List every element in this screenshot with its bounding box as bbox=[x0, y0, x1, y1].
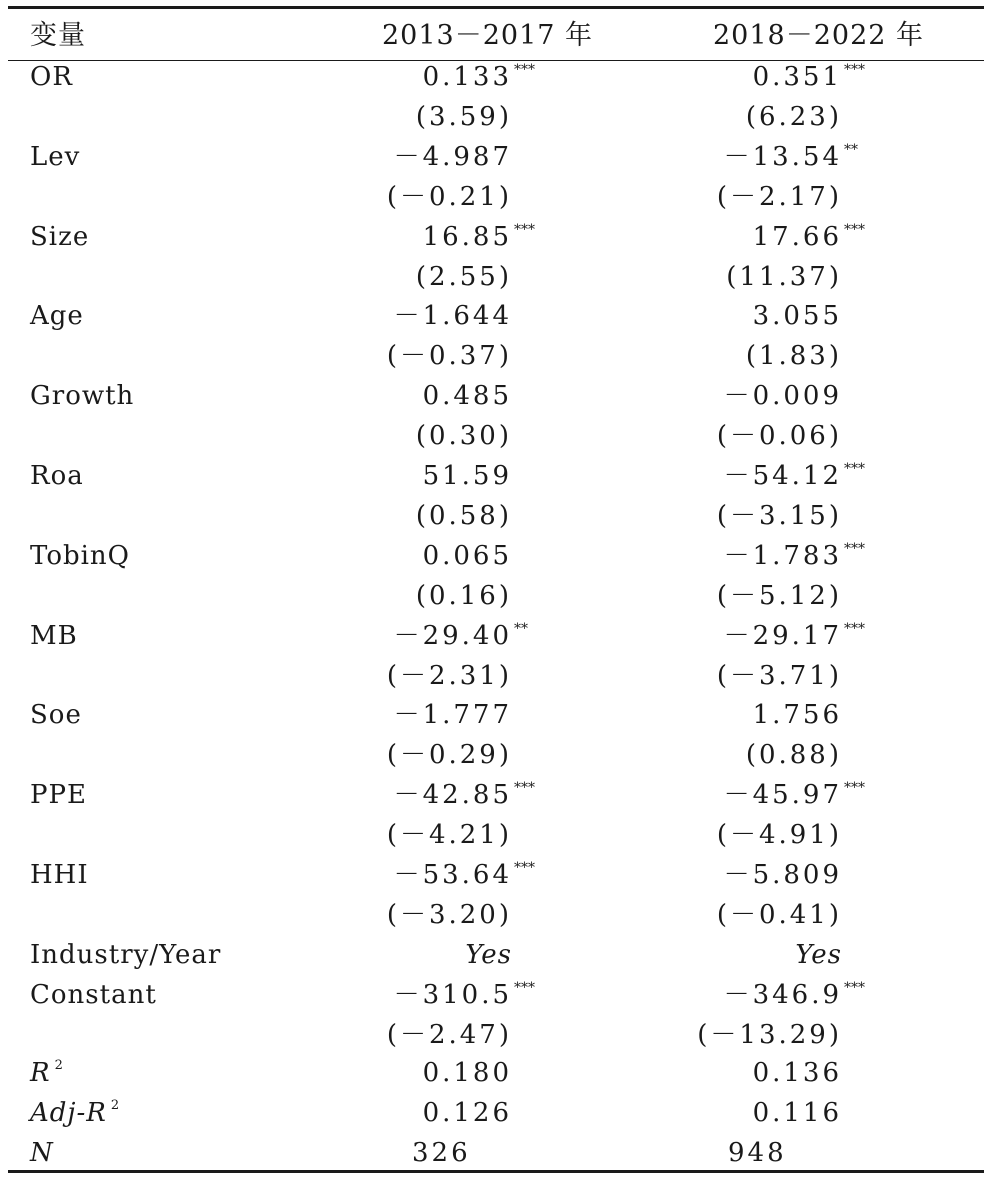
value-2013-2017: (2.55) bbox=[415, 261, 512, 292]
value-2018-2022: (0.88) bbox=[745, 740, 842, 771]
row-label: Lev bbox=[30, 141, 81, 172]
header-period-2018-2022: 2018－2022 年 bbox=[713, 20, 925, 51]
value-2013-2017: (0.16) bbox=[415, 580, 512, 611]
value-2013-2017: (3.59) bbox=[415, 101, 512, 132]
value-2013-2017: 16.85 bbox=[422, 221, 512, 252]
n-label: N bbox=[30, 1138, 54, 1168]
table-row-coef bbox=[0, 855, 992, 895]
table-row-coef bbox=[0, 296, 992, 336]
value-2018-2022: (－0.06) bbox=[716, 421, 842, 452]
value-2013-2017: －1.644 bbox=[393, 301, 512, 332]
table-row-adj-r2 bbox=[0, 1093, 992, 1133]
table-row-r2 bbox=[0, 1053, 992, 1093]
table-row-tstat bbox=[0, 336, 992, 376]
table-row-tstat bbox=[0, 576, 992, 616]
stars-2018-2022: *** bbox=[844, 540, 865, 557]
r2-label: R bbox=[30, 1058, 51, 1088]
value-2013-2017: －310.5 bbox=[393, 979, 512, 1010]
stars-2018-2022: *** bbox=[844, 221, 865, 238]
table-row-coef bbox=[0, 376, 992, 416]
row-label: Industry/Year bbox=[30, 939, 222, 970]
row-label bbox=[30, 1053, 64, 1098]
value-2018-2022: 948 bbox=[728, 1138, 787, 1168]
table-row-coef bbox=[0, 975, 992, 1015]
table-row-tstat bbox=[0, 257, 992, 297]
stars-2013-2017: *** bbox=[514, 221, 535, 238]
value-2013-2017: 51.59 bbox=[422, 461, 512, 491]
table-row-tstat bbox=[0, 496, 992, 536]
superscript: 2 bbox=[54, 1058, 64, 1073]
stars-2013-2017: *** bbox=[514, 860, 535, 876]
table-row-coef bbox=[0, 616, 992, 656]
table-row-coef bbox=[0, 57, 992, 97]
table-row-coef bbox=[0, 456, 992, 496]
table-row-tstat bbox=[0, 895, 992, 935]
table-row-tstat bbox=[0, 1015, 992, 1055]
table-row-coef bbox=[0, 935, 992, 975]
value-2018-2022: －1.783 bbox=[723, 540, 842, 571]
table-row-tstat bbox=[0, 656, 992, 696]
value-2018-2022: Yes bbox=[795, 939, 842, 970]
value-2018-2022: (－2.17) bbox=[716, 181, 842, 212]
value-2013-2017: 326 bbox=[412, 1138, 471, 1168]
value-2013-2017: (－2.31) bbox=[386, 660, 512, 691]
value-2018-2022: 3.055 bbox=[752, 301, 842, 332]
value-2018-2022: (－3.71) bbox=[716, 660, 842, 691]
value-2013-2017: 0.065 bbox=[422, 540, 512, 571]
row-label: HHI bbox=[30, 860, 89, 890]
value-2013-2017: (－0.37) bbox=[386, 341, 512, 372]
value-2018-2022: (11.37) bbox=[726, 261, 842, 292]
value-2013-2017: 0.485 bbox=[422, 381, 512, 412]
table-row-coef bbox=[0, 217, 992, 257]
stars-2018-2022: *** bbox=[844, 780, 865, 797]
value-2018-2022: －45.97 bbox=[723, 780, 842, 811]
stars-2013-2017: *** bbox=[514, 62, 535, 78]
value-2013-2017: 0.126 bbox=[422, 1098, 512, 1128]
value-2018-2022: 1.756 bbox=[752, 700, 842, 731]
table-row-tstat bbox=[0, 815, 992, 855]
value-2018-2022: (1.83) bbox=[745, 341, 842, 372]
value-2018-2022: －54.12 bbox=[723, 461, 842, 491]
value-2018-2022: －29.17 bbox=[723, 620, 842, 651]
value-2013-2017: 0.180 bbox=[422, 1058, 512, 1088]
value-2018-2022: 17.66 bbox=[752, 221, 842, 252]
table-row-coef bbox=[0, 536, 992, 576]
value-2018-2022: (－13.29) bbox=[697, 1019, 842, 1050]
table-row-coef bbox=[0, 137, 992, 177]
stars-2013-2017: *** bbox=[514, 979, 535, 996]
value-2013-2017: (0.58) bbox=[415, 500, 512, 531]
table-row-tstat bbox=[0, 416, 992, 456]
value-2013-2017: (－3.20) bbox=[386, 899, 512, 930]
value-2013-2017: (－0.21) bbox=[386, 181, 512, 212]
row-label: Size bbox=[30, 221, 90, 252]
adj-r2-label: Adj-R bbox=[30, 1098, 107, 1128]
row-label bbox=[30, 1093, 120, 1138]
value-2018-2022: (6.23) bbox=[745, 101, 842, 132]
value-2018-2022: 0.116 bbox=[752, 1098, 842, 1128]
table-row-tstat bbox=[0, 97, 992, 137]
value-2013-2017: －53.64 bbox=[393, 860, 512, 890]
stars-2013-2017: *** bbox=[514, 780, 535, 797]
value-2013-2017: (－2.47) bbox=[386, 1019, 512, 1050]
value-2013-2017: －42.85 bbox=[393, 780, 512, 811]
value-2018-2022: (－3.15) bbox=[716, 500, 842, 531]
value-2018-2022: －0.009 bbox=[723, 381, 842, 412]
value-2013-2017: (0.30) bbox=[415, 421, 512, 452]
row-label: Growth bbox=[30, 381, 135, 412]
bottom-rule bbox=[8, 1170, 984, 1173]
row-label bbox=[30, 1133, 54, 1173]
row-label: MB bbox=[30, 620, 78, 651]
value-2013-2017: 0.133 bbox=[422, 62, 512, 92]
stars-2018-2022: *** bbox=[844, 979, 865, 996]
value-2018-2022: －346.9 bbox=[723, 979, 842, 1010]
value-2013-2017: －4.987 bbox=[393, 141, 512, 172]
value-2013-2017: (－4.21) bbox=[386, 820, 512, 851]
table-row-tstat bbox=[0, 177, 992, 217]
value-2018-2022: 0.351 bbox=[752, 62, 842, 92]
row-label: Roa bbox=[30, 461, 84, 491]
top-rule bbox=[8, 6, 984, 9]
value-2018-2022: 0.136 bbox=[752, 1058, 842, 1088]
value-2013-2017: (－0.29) bbox=[386, 740, 512, 771]
value-2013-2017: Yes bbox=[465, 939, 512, 970]
stars-2018-2022: *** bbox=[844, 620, 865, 637]
row-label: Age bbox=[30, 301, 84, 332]
row-label: Constant bbox=[30, 979, 157, 1010]
value-2018-2022: －5.809 bbox=[723, 860, 842, 890]
table-row-coef bbox=[0, 775, 992, 815]
row-label: PPE bbox=[30, 780, 87, 811]
row-label: TobinQ bbox=[30, 540, 130, 571]
value-2013-2017: －1.777 bbox=[393, 700, 512, 731]
stars-2018-2022: *** bbox=[844, 62, 865, 78]
value-2013-2017: －29.40 bbox=[393, 620, 512, 651]
value-2018-2022: －13.54 bbox=[723, 141, 842, 172]
stars-2018-2022: ** bbox=[844, 141, 858, 158]
header-variable: 变量 bbox=[30, 20, 86, 51]
value-2018-2022: (－0.41) bbox=[716, 899, 842, 930]
row-label: OR bbox=[30, 62, 73, 92]
stars-2013-2017: ** bbox=[514, 620, 528, 637]
table-row-coef bbox=[0, 695, 992, 735]
table-row-n bbox=[0, 1133, 992, 1173]
table-row-tstat bbox=[0, 735, 992, 775]
header-period-2013-2017: 2013－2017 年 bbox=[382, 20, 594, 51]
value-2018-2022: (－5.12) bbox=[716, 580, 842, 611]
row-label: Soe bbox=[30, 700, 82, 731]
value-2018-2022: (－4.91) bbox=[716, 820, 842, 851]
stars-2018-2022: *** bbox=[844, 461, 865, 477]
superscript: 2 bbox=[110, 1098, 121, 1113]
